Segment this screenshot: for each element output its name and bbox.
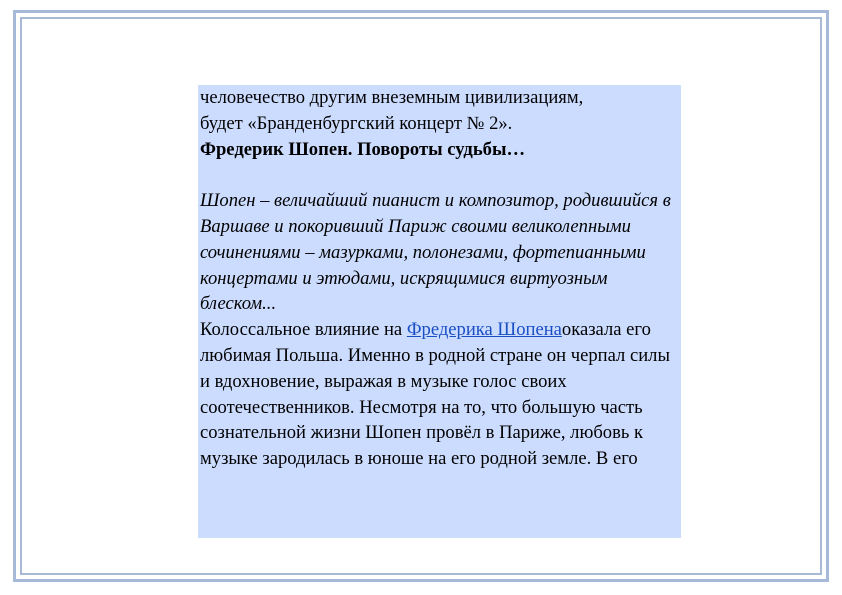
chopin-link[interactable]: Фредерика Шопена (406, 319, 562, 341)
intro-line-2: будет «Бранденбургский концерт № 2». (200, 112, 513, 134)
blank-line (200, 162, 681, 188)
body-paragraph (200, 317, 681, 472)
italic-paragraph: Шопен – величайший пианист и композитор, родившийся в Варшаве и покоривший Париж своими великолепными сочинениями – мазурками, полонезами, фортепианными концертами и этюдами, искрящимися виртуозным блеском... (200, 190, 671, 315)
intro-line-1: человечество другим внеземным цивилизациям, (200, 87, 584, 108)
body-suffix: оказала его любимая Польша. Именно в родной стране он черпал силы и вдохновение, выражая в музыке голос своих соотечественников. Несмотря на то, что большую часть сознательной жизни Шопен провёл в Париже, любовь к музыке зародилась в юноше на его родной земле. В его (200, 319, 670, 470)
text-box (198, 85, 681, 538)
body-prefix: Колоссальное влияние на (200, 319, 407, 341)
section-heading: Фредерик Шопен. Повороты судьбы… (200, 138, 526, 160)
